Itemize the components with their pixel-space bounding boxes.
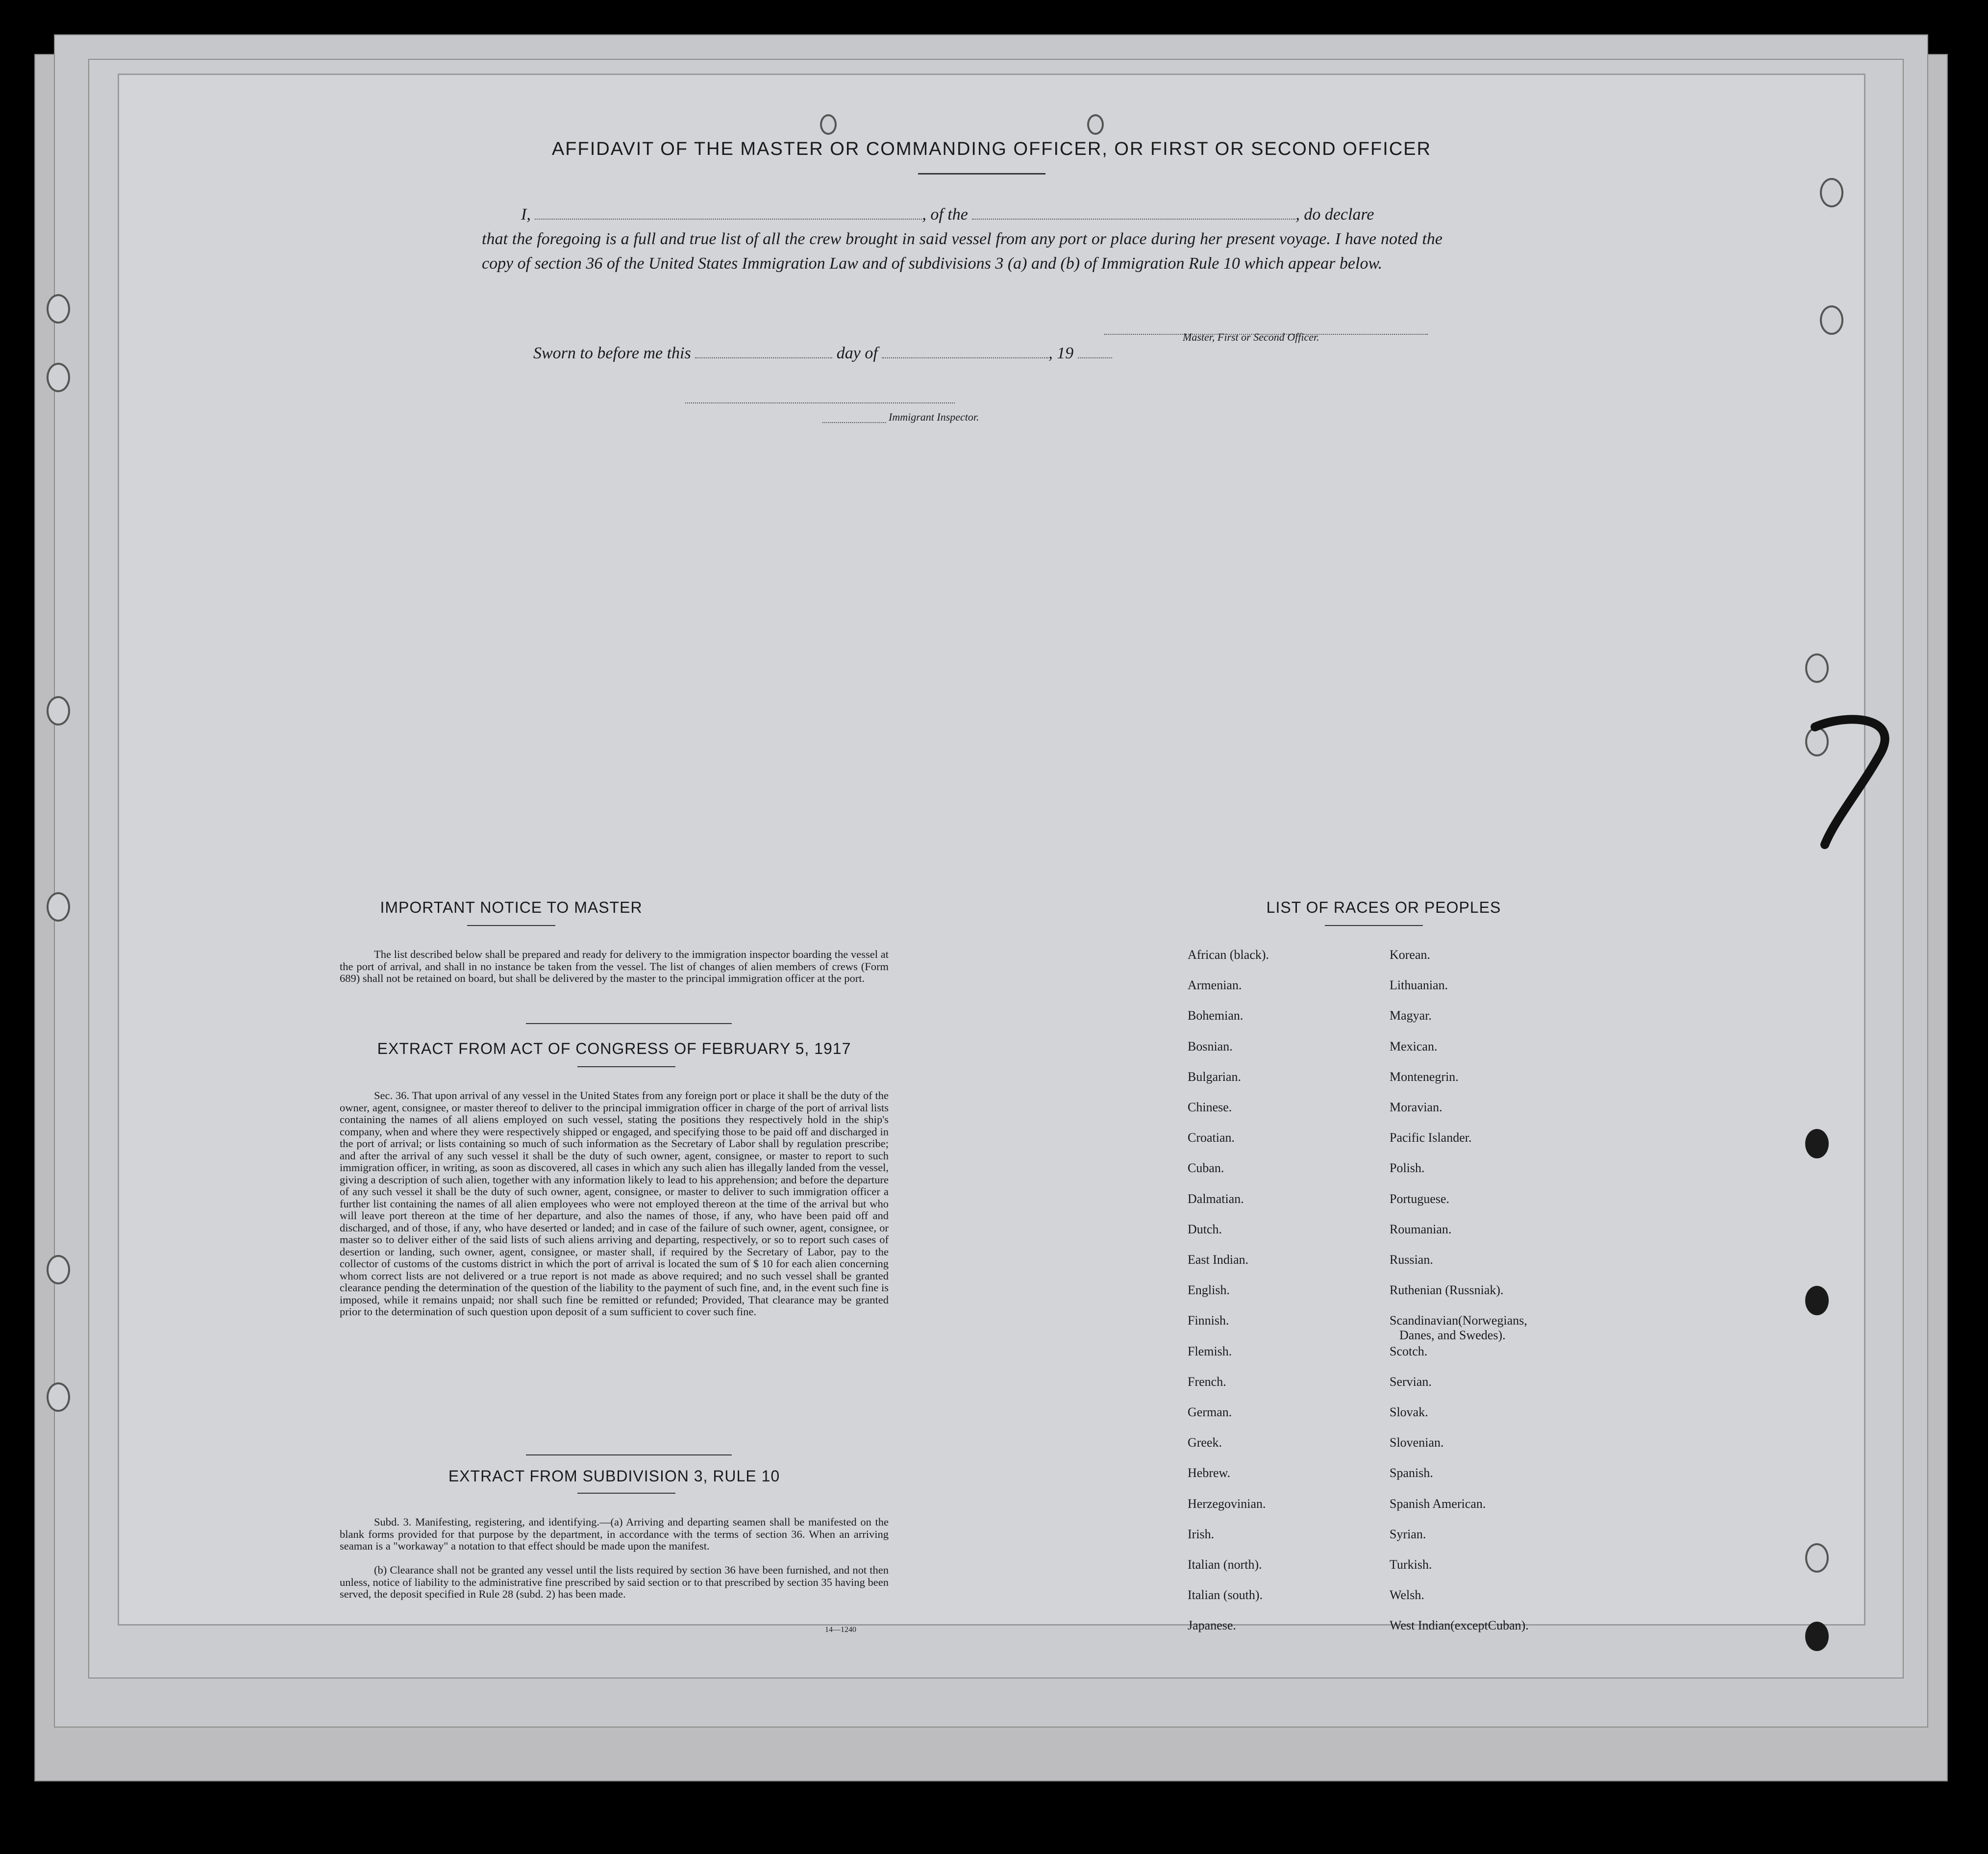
sworn-day-blank[interactable] [695,344,832,358]
race-item: Magyar. [1390,1008,1432,1023]
binder-hole [1820,178,1843,207]
race-item: Greek. [1188,1435,1222,1450]
race-item: Cuban. [1188,1161,1224,1176]
race-item: Scandinavian(Norwegians, [1390,1313,1527,1328]
race-item: Spanish American. [1390,1496,1486,1511]
race-item: Mexican. [1390,1039,1438,1053]
race-item: Dalmatian. [1188,1191,1244,1206]
race-item: Armenian. [1188,978,1242,993]
binder-hole [47,696,70,726]
binder-hole [47,363,70,392]
binder-hole [1805,653,1829,683]
declaration [482,202,1442,276]
race-item: Chinese. [1188,1100,1232,1114]
race-item: East Indian. [1188,1253,1249,1267]
inspector-label: Immigrant Inspector. [889,411,979,423]
race-item: Ruthenian (Russniak). [1390,1283,1504,1298]
race-item: Spanish. [1390,1466,1433,1480]
race-item: Dutch. [1188,1222,1222,1236]
document-page [118,74,1865,1634]
races-underline [1325,925,1423,926]
binder-hole [47,1382,70,1412]
sworn-day-of: day of [836,344,878,362]
notice-title: IMPORTANT NOTICE TO MASTER [380,899,643,916]
binder-hole [820,114,837,135]
race-item-continuation: Danes, and Swedes). [1399,1328,1506,1343]
race-item: Scotch. [1390,1344,1428,1358]
divider [526,1023,732,1024]
race-item: English. [1188,1283,1230,1298]
binder-hole [1805,1129,1829,1158]
race-item: German. [1188,1405,1232,1419]
binder-hole [47,294,70,324]
act-underline [577,1066,675,1067]
races-title: LIST OF RACES OR PEOPLES [1266,899,1501,916]
race-item: Bulgarian. [1188,1069,1242,1084]
binder-hole [1805,1286,1829,1315]
race-item: West Indian(exceptCuban). [1390,1618,1529,1633]
notice-underline [467,925,555,926]
notice-text: The list described below shall be prepared and ready for delivery to the immigration inspector boarding the vessel at the port of arrival, and shall in no instance be taken from the vessel. The list of changes of alien members of crews (Form 689) shall not be retained on board, but shall be delivered by the master to the principal immigration officer at the port. [340,948,889,984]
race-item: Japanese. [1188,1618,1236,1633]
rule-underline [577,1493,675,1494]
race-item: Polish. [1390,1161,1425,1176]
binder-hole [1820,305,1843,335]
race-item: Italian (north). [1188,1557,1262,1572]
title-underline [918,173,1045,175]
race-item: African (black). [1188,948,1269,962]
handwritten-mark [1805,698,1933,854]
act-extract-title: EXTRACT FROM ACT OF CONGRESS OF FEBRUARY 5, 1917 [377,1040,851,1057]
rule-extract-text-a: Subd. 3. Manifesting, registering, and identifying.—(a) Arriving and departing seamen shall be manifested on the blank forms provided for that purpose by the department, in accordance with the terms of section 36. When an arriving seaman is a "workaway" a notation to that effect should be made upon the manifest. [340,1516,889,1552]
race-item: Herzegovinian. [1188,1496,1266,1511]
race-item: Montenegrin. [1390,1069,1459,1084]
race-item: Bosnian. [1188,1039,1233,1053]
signer-label: Master, First or Second Officer. [1183,331,1319,343]
race-item: Roumanian. [1390,1222,1452,1236]
sworn-month-blank[interactable] [882,344,1048,358]
name-blank[interactable] [535,205,922,220]
race-item: Slovenian. [1390,1435,1444,1450]
binder-hole [1805,1543,1829,1573]
divider [526,1454,732,1455]
race-item: Korean. [1390,948,1431,962]
race-item: Hebrew. [1188,1466,1231,1480]
binder-hole [1087,114,1104,135]
race-item: Slovak. [1390,1405,1428,1419]
race-item: Pacific Islander. [1390,1130,1472,1145]
sworn-line [533,344,1112,363]
binder-hole [47,1255,70,1284]
binder-hole [47,892,70,922]
race-item: Croatian. [1188,1130,1235,1145]
race-item: Turkish. [1390,1557,1432,1572]
race-item: Irish. [1188,1527,1215,1541]
form-number: 14—1240 [825,1626,856,1634]
race-item: Lithuanian. [1390,978,1448,993]
affidavit-title: AFFIDAVIT OF THE MASTER OR COMMANDING OFFICER, OR FIRST OR SECOND OFFICER [551,139,1432,159]
race-item: Moravian. [1390,1100,1442,1114]
inspector-signature-blank[interactable] [685,389,955,403]
race-item: Portuguese. [1390,1191,1450,1206]
race-item: Bohemian. [1188,1008,1243,1023]
race-item: Italian (south). [1188,1588,1263,1603]
act-extract-text: Sec. 36. That upon arrival of any vessel in the United States from any foreign port or place it shall be the duty of the owner, agent, consignee, or master thereof to deliver to the principal immigration officer in charge of the port of arrival lists containing the names of all aliens employed on such vessel, stating the positions they respectively hold in the ship's company, when and where they were respectively shipped or engaged, and specifying those to be paid off and discharged in the port of arrival; or lists containing so much of such information as the Secretary of Labor shall by regulation prescribe; and after the arrival of any such vessel it shall be the duty of such owner, agent, consignee, or master to report to such immigration officer, in writing, as soon as discovered, all cases in which any such alien has illegally landed from the vessel, giving a description of such alien, together with any information likely to lead to his apprehension; and before the departure of any such vessel it shall be the duty of such owner, agent, consignee, or master to deliver to such immigration officer a further list containing the names of all alien employees who were not employed thereon at the time of the arrival but who will leave port thereon at the time of her departure, and also the names of those, if any, who have been paid off and discharged, and of those, if any, who have deserted or landed; and in case of the failure of such owner, agent, consignee, or master so to deliver either of the said lists of such aliens arriving and departing, respectively, or so to report such cases of desertion or landing, such owner, agent, consignee, or master shall, if required by the Secretary of Labor, pay to the collector of customs of the customs district in which the port of arrival is located the sum of $ 10 for each alien concerning whom correct lists are not delivered or a true report is not made as above required; and no such vessel shall be granted clearance pending the determination of the question of the liability to the payment of such fine, and, in the event such fine is imposed, while it remains unpaid; nor shall such fine be remitted or refunded; Provided, That clearance may be granted prior to the determination of such question upon deposit of a sum sufficient to cover such fine. [340,1089,889,1318]
decl-of: , of the [922,205,968,224]
race-item: French. [1188,1374,1226,1389]
vessel-blank[interactable] [972,205,1295,220]
race-item: Flemish. [1188,1344,1232,1358]
race-item: Finnish. [1188,1313,1229,1328]
binder-hole [1805,1622,1829,1651]
sworn-prefix: Sworn to before me this [533,344,691,362]
race-item: Welsh. [1390,1588,1424,1603]
declaration-body: that the foregoing is a full and true list of all the crew brought in said vessel from any port or place during her present voyage. I have noted the copy of section 36 of the United States Immigration Law and of subdivisions 3 (a) and (b) of Immigration Rule 10 which appear below. [482,230,1442,273]
race-item: Russian. [1390,1253,1433,1267]
sworn-year: , 19 [1048,344,1074,362]
rule-extract-text-b: (b) Clearance shall not be granted any vessel until the lists required by section 36 have been furnished, and not then unless, notice of liability to the administrative fine prescribed by said section or to that prescribed by section 35 having been served, the deposit specified in Rule 28 (subd. 2) has been made. [340,1564,889,1600]
sworn-year-blank[interactable] [1078,344,1112,358]
rule-extract-title: EXTRACT FROM SUBDIVISION 3, RULE 10 [448,1467,780,1485]
inspector-prefix-blank[interactable] [822,413,886,423]
race-item: Servian. [1390,1374,1432,1389]
race-item: Syrian. [1390,1527,1426,1541]
decl-declare: , do declare [1295,205,1374,224]
decl-i: I, [521,205,531,224]
